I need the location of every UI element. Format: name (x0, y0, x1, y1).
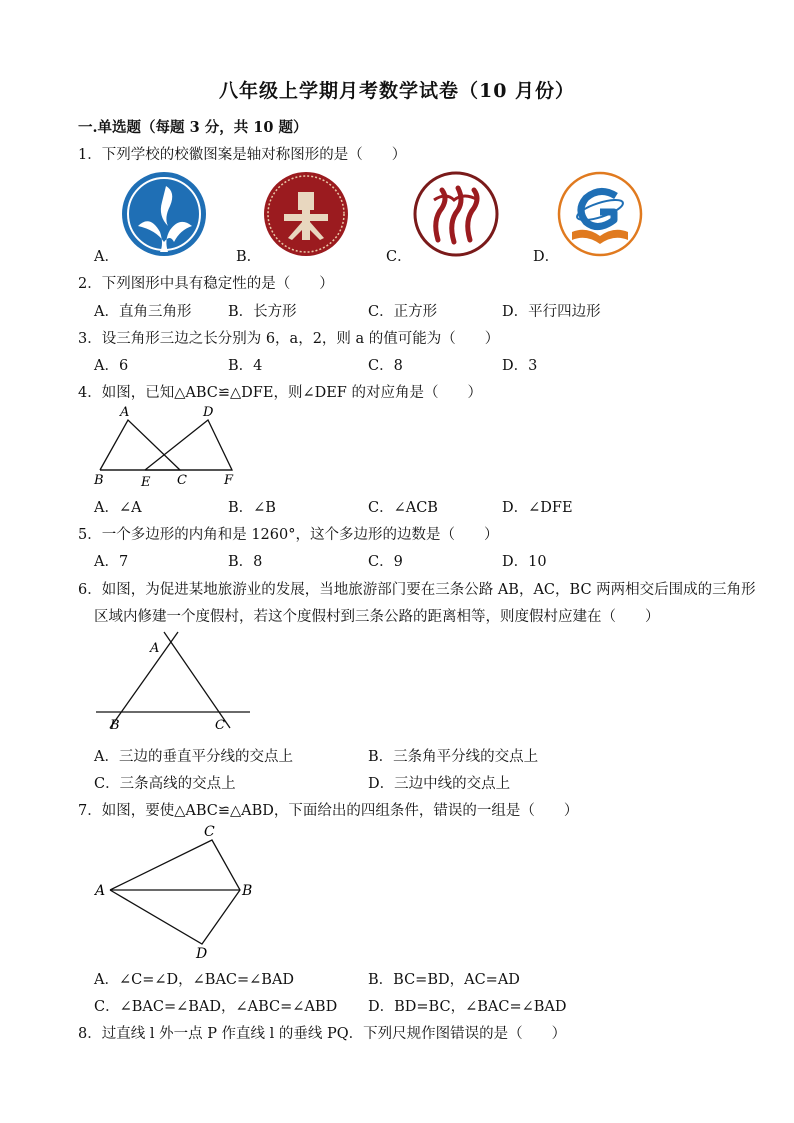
q6-label-c: C (215, 718, 225, 733)
question-4-option-d[interactable]: D．∠DFE (502, 500, 573, 516)
question-4-option-c[interactable]: C．∠ACB (368, 500, 438, 516)
question-1-option-a[interactable]: A． (94, 249, 119, 265)
question-4-triangles-figure (90, 402, 250, 492)
red-wavy-lines-logo-icon (412, 170, 500, 258)
red-seal-logo-icon (262, 170, 350, 258)
question-7-option-c[interactable]: C．∠BAC=∠BAD，∠ABC=∠ABD (94, 999, 338, 1015)
q7-label-a: A (95, 883, 106, 899)
question-3-option-d[interactable]: D．3 (502, 358, 538, 374)
question-5-option-a[interactable]: A．7 (94, 554, 129, 570)
question-4-option-b[interactable]: B．∠B (228, 500, 276, 516)
question-2-option-c[interactable]: C．正方形 (368, 304, 438, 320)
q6-label-a: A (150, 641, 160, 656)
q4-label-f: F (224, 473, 234, 488)
section-heading: 一.单选题（每题 3 分，共 10 题） (78, 119, 308, 136)
q6-label-b: B (110, 718, 120, 733)
question-7-option-b[interactable]: B．BC=BD，AC=AD (368, 972, 520, 988)
q4-label-a: A (120, 405, 130, 420)
q4-label-b: B (94, 473, 104, 488)
question-1-option-c[interactable]: C． (386, 249, 412, 265)
question-3-option-c[interactable]: C．8 (368, 358, 403, 374)
question-7-option-d[interactable]: D．BD=BC，∠BAC=∠BAD (368, 999, 567, 1015)
question-1-option-d[interactable]: D． (533, 249, 560, 265)
question-3-option-a[interactable]: A．6 (94, 358, 129, 374)
q4-label-c: C (177, 473, 187, 488)
question-6-roads-figure (90, 628, 260, 740)
question-4-stem: 4．如图，已知△ABC≌△DFE，则∠DEF 的对应角是（ ） (78, 385, 482, 401)
blue-swoosh-logo-icon (120, 170, 208, 258)
question-6-option-a[interactable]: A．三边的垂直平分线的交点上 (94, 749, 293, 765)
page-title: 八年级上学期月考数学试卷（10 月份） (218, 80, 576, 102)
question-7-option-a[interactable]: A．∠C=∠D，∠BAC=∠BAD (94, 972, 295, 988)
q7-label-b: B (242, 883, 253, 899)
q4-label-d: D (203, 405, 214, 420)
question-6-option-c[interactable]: C．三条高线的交点上 (94, 776, 236, 792)
question-5-option-d[interactable]: D．10 (502, 554, 547, 570)
question-1-stem: 1．下列学校的校徽图案是轴对称图形的是（ ） (78, 147, 407, 163)
blue-g-orange-book-logo-icon (556, 170, 644, 258)
question-1-option-b[interactable]: B． (236, 249, 262, 265)
q7-label-d: D (196, 946, 208, 962)
question-3-stem: 3．设三角形三边之长分别为 6，a，2，则 a 的值可能为（ ） (78, 331, 500, 347)
question-7-stem: 7．如图，要使△ABC≌△ABD，下面给出的四组条件，错误的一组是（ ） (78, 803, 579, 819)
question-2-stem: 2．下列图形中具有稳定性的是（ ） (78, 276, 334, 292)
question-5-stem: 5．一个多边形的内角和是 1260°，这个多边形的边数是（ ） (78, 527, 499, 543)
question-8-stem: 8．过直线 l 外一点 P 作直线 l 的垂线 PQ．下列尺规作图错误的是（ ） (78, 1026, 567, 1042)
question-5-option-b[interactable]: B．8 (228, 554, 263, 570)
q7-label-c: C (204, 824, 215, 840)
q4-label-e: E (141, 475, 151, 490)
question-6-option-d[interactable]: D．三边中线的交点上 (368, 776, 511, 792)
question-2-option-a[interactable]: A．直角三角形 (94, 304, 192, 320)
question-4-option-a[interactable]: A．∠A (94, 500, 142, 516)
question-6-option-b[interactable]: B．三条角平分线的交点上 (368, 749, 539, 765)
question-2-option-d[interactable]: D．平行四边形 (502, 304, 601, 320)
question-7-quadrilateral-figure (90, 820, 270, 966)
question-6-stem-line-1: 6．如图，为促进某地旅游业的发展，当地旅游部门要在三条公路 AB，AC，BC 两两相交后围成的三角形 (78, 582, 756, 598)
question-3-option-b[interactable]: B．4 (228, 358, 263, 374)
question-6-stem-line-2: 区域内修建一个度假村，若这个度假村到三条公路的距离相等，则度假村应建在（ ） (94, 609, 660, 625)
question-2-option-b[interactable]: B．长方形 (228, 304, 297, 320)
question-5-option-c[interactable]: C．9 (368, 554, 403, 570)
